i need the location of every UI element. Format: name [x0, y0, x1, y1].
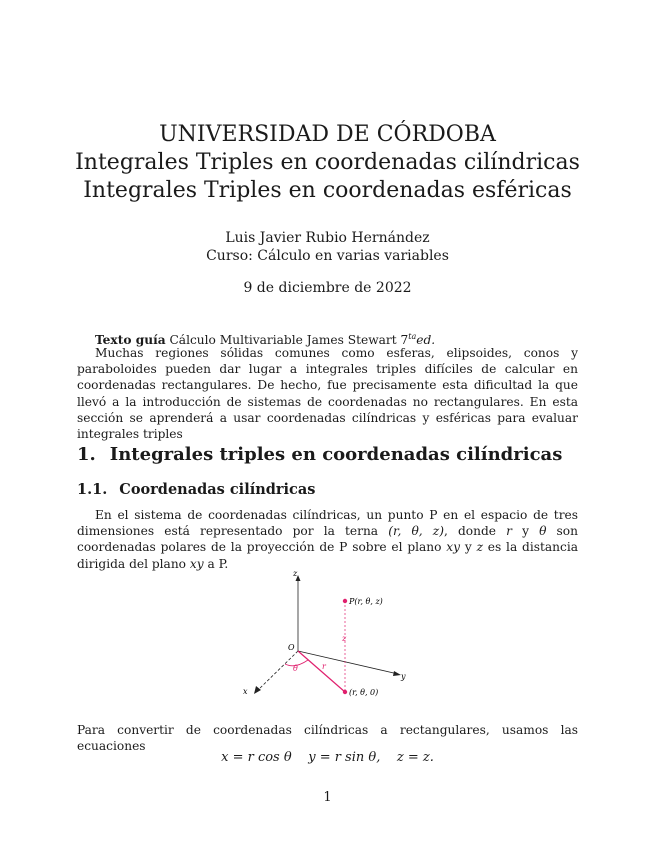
- cylindrical-coordinates-figure: [235, 565, 425, 705]
- p1-text-a: En el sistema de coordenadas cilíndricas, un punto P en el espacio de tres dimensiones está representado por la terna: [77, 508, 578, 539]
- y-axis-arrow-icon: [393, 671, 401, 676]
- p1-text-c: y: [511, 524, 540, 539]
- title-spherical: Integrales Triples en coordenadas esféricas: [83, 178, 572, 203]
- conversion-paragraph: Para convertir de coordenadas cilíndricas a rectangulares, usamos las ecuaciones: [77, 723, 578, 754]
- p1-r: r: [506, 524, 512, 539]
- guide-sup: ta: [408, 332, 417, 341]
- z-axis-label: z: [293, 569, 298, 578]
- theta-label: θ: [293, 664, 298, 673]
- p1-terna: (r, θ, z): [388, 524, 444, 539]
- x-axis: [257, 651, 298, 691]
- radius-label: r: [322, 662, 326, 671]
- x-axis-arrow-icon: [254, 686, 261, 694]
- y-axis-label: y: [401, 672, 406, 681]
- subsection-number: 1.1.: [77, 481, 108, 498]
- p1-theta: θ: [539, 524, 547, 539]
- conversion-equation: x = r cos θ y = r sin θ, z = z.: [221, 750, 434, 765]
- page-number: 1: [323, 790, 332, 805]
- cylindrical-paragraph: [77, 507, 578, 572]
- title-cylindrical: Integrales Triples en coordenadas cilíndricas: [75, 150, 580, 175]
- x-axis-label: x: [243, 687, 248, 696]
- p1-text-g: a P.: [203, 556, 229, 571]
- radius-segment: [298, 651, 345, 692]
- date: 9 de diciembre de 2022: [243, 280, 412, 296]
- guide-label: Texto guía: [95, 333, 166, 348]
- p1-text-f: es la distancia dirigida del plano: [77, 540, 578, 571]
- subsection-heading: [77, 481, 315, 498]
- point-p-marker: [343, 599, 347, 603]
- p1-xy-2: xy: [189, 556, 204, 571]
- p1-text-b: , donde: [443, 524, 507, 539]
- point-p-label: P(r, θ, z): [349, 597, 383, 606]
- origin-label: O: [288, 643, 295, 652]
- course: Curso: Cálculo en varias variables: [206, 248, 449, 264]
- p1-xy-1: xy: [446, 540, 461, 555]
- subsection-title: Coordenadas cilíndricas: [119, 481, 316, 498]
- p1-text-d: son coordenadas polares de la proyección de P sobre el plano: [77, 524, 578, 555]
- projection-point-marker: [343, 690, 347, 694]
- university-title: UNIVERSIDAD DE CÓRDOBA: [159, 122, 496, 147]
- p1-z: z: [476, 540, 483, 555]
- section-number: 1.: [77, 444, 96, 465]
- author: Luis Javier Rubio Hernández: [225, 230, 430, 246]
- section-title: Integrales triples en coordenadas cilíndricas: [109, 444, 563, 465]
- guide-text: Cálculo Multivariable James Stewart 7: [165, 333, 409, 348]
- intro-paragraph: Muchas regiones sólidas comunes como esferas, elipsoides, conos y paraboloides pueden dar lugar a integrales triples difíciles de calcular en coordenadas rectangulares. De hecho, fue precisamente esta dificultad la que llevó a la introducción de sistemas de coordenadas no rectangulares. En esta sección se aprenderá a usar coordenadas cilíndricas y esféricas para evaluar integrales triples: [77, 346, 578, 442]
- section-heading: [77, 444, 562, 465]
- y-axis: [298, 651, 398, 674]
- guide-edition: ed.: [416, 333, 436, 348]
- height-label: z: [342, 634, 347, 643]
- p1-text-e: y: [460, 540, 477, 555]
- projection-label: (r, θ, 0): [349, 688, 379, 697]
